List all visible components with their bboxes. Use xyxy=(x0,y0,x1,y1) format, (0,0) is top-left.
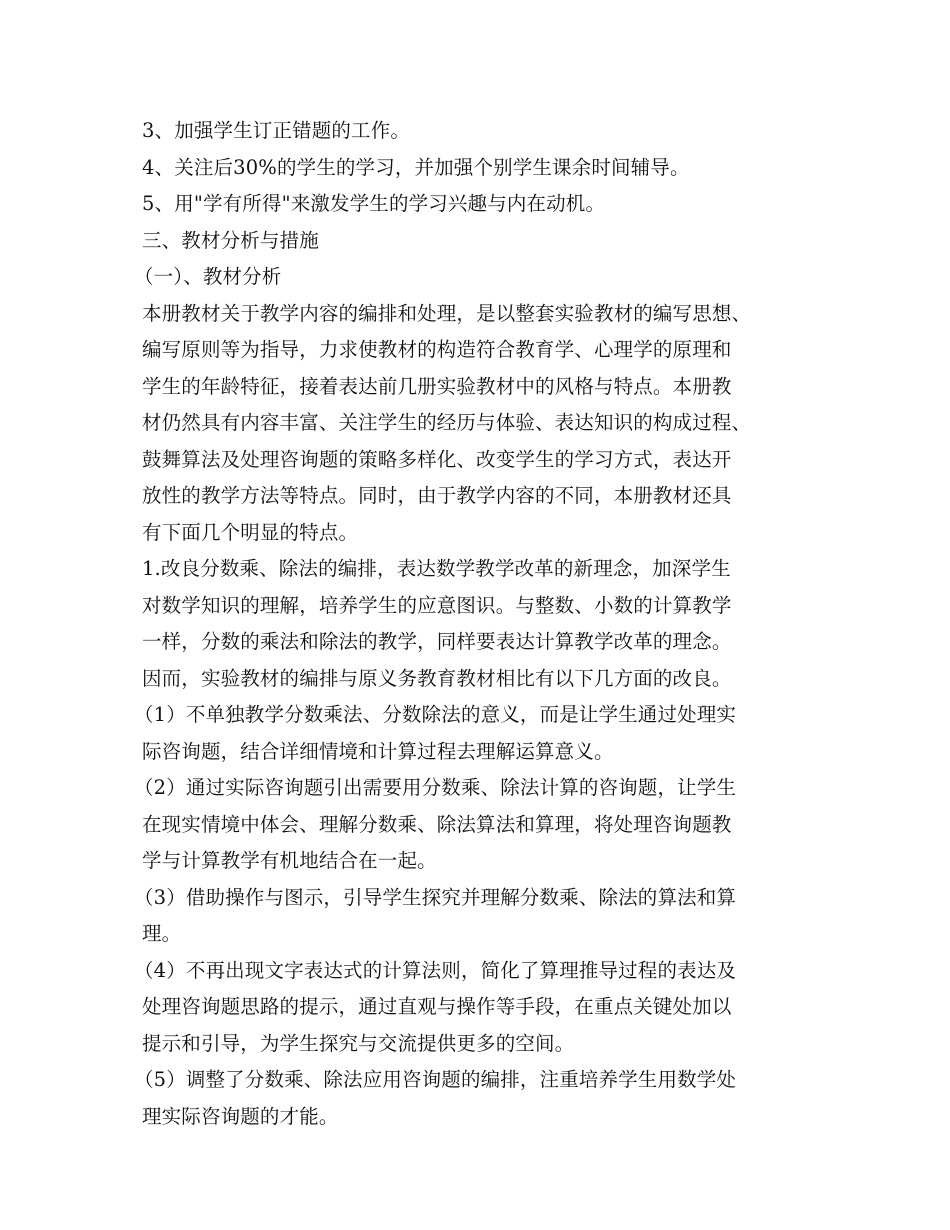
subsection-heading: （一）、教材分析 xyxy=(134,265,282,288)
text-line: 1.改良分数乘、除法的编排，表达数学教学改革的新理念，加深学生 xyxy=(142,557,731,580)
text-line: 一样，分数的乘法和除法的教学，同样要表达计算教学改革的理念。 xyxy=(142,630,732,653)
text-line: 对数学知识的理解，培养学生的应意图识。与整数、小数的计算教学 xyxy=(142,593,732,617)
list-item: （2）通过实际咨询题引出需要用分数乘、除法计算的咨询题，让学生 xyxy=(134,776,737,799)
text-line: 学生的年龄特征，接着表达前几册实验教材中的风格与特点。本册教 xyxy=(142,374,732,398)
text-line: 编写原则等为指导，力求使教材的构造符合教育学、心理学的原理和 xyxy=(142,338,732,361)
list-item: （4）不再出现文字表达式的计算法则，简化了算理推导过程的表达及 xyxy=(134,958,737,982)
list-item: （3）借助操作与图示，引导学生探究并理解分数乘、除法的算法和算 xyxy=(134,885,737,909)
text-line: 提示和引导，为学生探究与交流提供更多的空间。 xyxy=(142,1031,575,1055)
text-line: 鼓舞算法及处理咨询题的策略多样化、改变学生的学习方式，表达开 xyxy=(142,447,732,471)
text-line: 理。 xyxy=(142,922,182,945)
text-line: 本册教材关于教学内容的编排和处理，是以整套实验教材的编写思想、 xyxy=(142,301,752,325)
text-line: 因而，实验教材的编排与原义务教育教材相比有以下几方面的改良。 xyxy=(142,666,732,690)
text-line: 处理咨询题思路的提示，通过直观与操作等手段，在重点关键处加以 xyxy=(142,995,732,1018)
text-line: 4、关注后30%的学生的学习，并加强个别学生课余时间辅导。 xyxy=(142,155,690,179)
text-line: 放性的教学方法等特点。同时，由于教学内容的不同，本册教材还具 xyxy=(142,484,732,507)
text-line: 理实际咨询题的才能。 xyxy=(142,1104,339,1128)
section-heading: 三、教材分析与措施 xyxy=(142,228,319,252)
text-line: 学与计算教学有机地结合在一起。 xyxy=(142,849,437,872)
text-line: 在现实情境中体会、理解分数乘、除法算法和算理，将处理咨询题教 xyxy=(142,812,732,836)
text-line: 3、加强学生订正错题的工作。 xyxy=(142,119,411,142)
text-line: 际咨询题，结合详细情境和计算过程去理解运算意义。 xyxy=(142,739,614,763)
document-body xyxy=(134,113,832,1135)
text-line: 5、用"学有所得"来激发学生的学习兴趣与内在动机。 xyxy=(142,192,606,215)
text-line: 材仍然具有内容丰富、关注学生的经历与体验、表达知识的构成过程、 xyxy=(142,411,752,434)
list-item: （5）调整了分数乘、除法应用咨询题的编排，注重培养学生用数学处 xyxy=(134,1068,737,1091)
list-item: （1）不单独教学分数乘法、分数除法的意义，而是让学生通过处理实 xyxy=(134,703,737,726)
text-line: 有下面几个明显的特点。 xyxy=(142,520,359,544)
